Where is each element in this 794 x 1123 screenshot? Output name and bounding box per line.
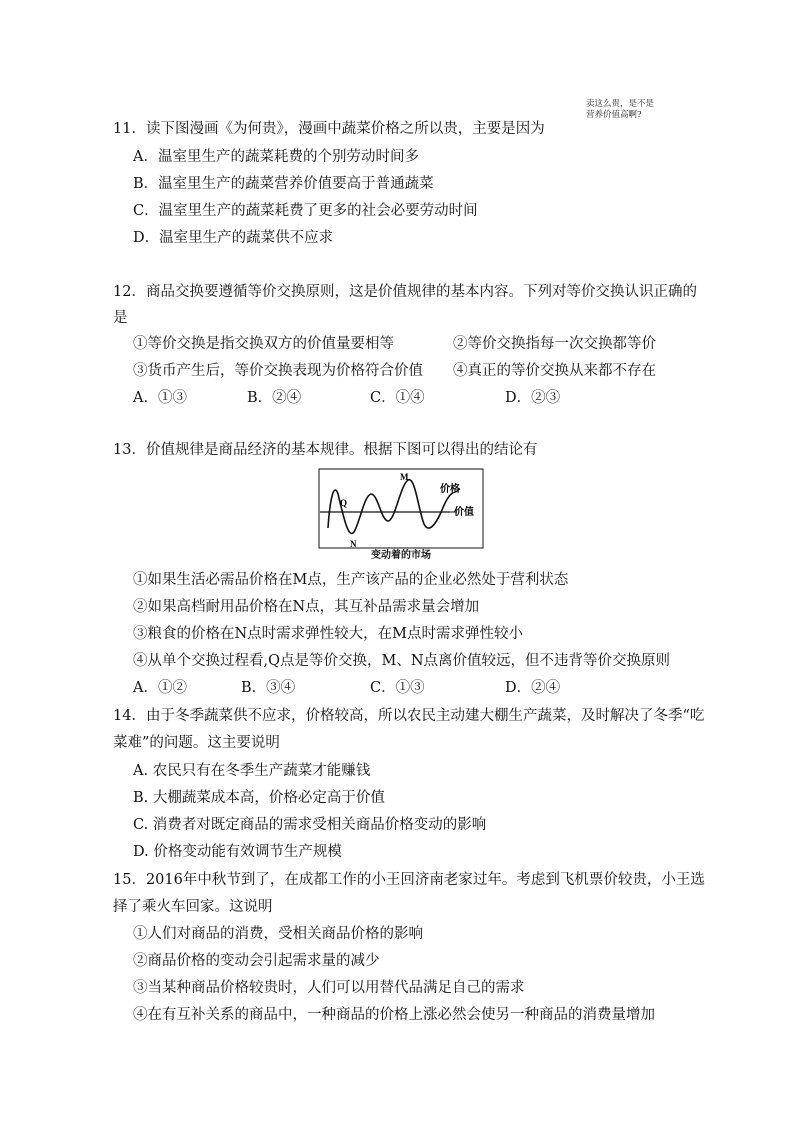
q14-stem-line-2: 菜难”的问题。这主要说明 — [113, 735, 280, 751]
q13-choice-d: D．②④ — [505, 680, 561, 696]
cartoon-caption-line-1: 卖这么贵，是不是 — [586, 99, 655, 109]
q14-option-c: C. 消费者对既定商品的需求受相关商品价格变动的影响 — [133, 817, 487, 833]
point-n-label: N — [350, 539, 357, 549]
cartoon-caption — [586, 99, 696, 121]
price-label: 价格 — [440, 484, 460, 495]
q15-stem-line-1: 15．2016年中秋节到了，在成都工作的小王回济南老家过年。考虑到飞机票价较贵，小王选 — [113, 872, 705, 888]
q14-option-a: A. 农民只有在冬季生产蔬菜才能赚钱 — [133, 763, 371, 779]
q12-stem-line-1: 12．商品交换要遵循等价交换原则，这是价值规律的基本内容。下列对等价交换认识正确的 — [113, 284, 697, 300]
q12-choice-b: B．②④ — [247, 390, 302, 406]
market-price-figure — [318, 468, 484, 564]
q12-choice-d: D．②③ — [505, 390, 561, 406]
q11-option-d: D．温室里生产的蔬菜供不应求 — [133, 230, 334, 246]
q15-statement-4: ④在有互补关系的商品中，一种商品的价格上涨必然会使另一种商品的消费量增加 — [133, 1007, 655, 1023]
q11-stem: 11．读下图漫画《为何贵》，漫画中蔬菜价格之所以贵，主要是因为 — [113, 121, 545, 137]
q12-stem-line-2: 是 — [113, 310, 128, 326]
q12-statement-1: ①等价交换是指交换双方的价值量要相等 — [133, 336, 394, 352]
q14-stem-line-1: 14．由于冬季蔬菜供不应求，价格较高，所以农民主动建大棚生产蔬菜，及时解决了冬季“吃 — [113, 708, 705, 724]
q13-choice-b: B．③④ — [241, 680, 296, 696]
q13-stem: 13．价值规律是商品经济的基本规律。根据下图可以得出的结论有 — [113, 442, 538, 458]
q11-option-b: B．温室里生产的蔬菜营养价值要高于普通蔬菜 — [133, 176, 434, 192]
cartoon-caption-line-2: 营养价值高啊? — [586, 110, 642, 120]
q13-choice-a: A．①② — [133, 680, 187, 696]
q13-statement-1: ①如果生活必需品价格在M点，生产该产品的企业必然处于营利状态 — [133, 572, 569, 588]
price-value-diagram — [318, 468, 484, 550]
point-q-label: Q — [340, 498, 348, 508]
q13-statement-2: ②如果高档耐用品价格在N点，其互补品需求量会增加 — [133, 599, 480, 615]
figure-caption: 变动着的市场 — [371, 550, 431, 561]
q12-choice-a: A．①③ — [133, 390, 187, 406]
q15-statement-1: ①人们对商品的消费，受相关商品价格的影响 — [133, 926, 423, 942]
q15-statement-2: ②商品价格的变动会引起需求量的减少 — [133, 953, 380, 969]
q11-option-c: C．温室里生产的蔬菜耗费了更多的社会必要劳动时间 — [133, 203, 478, 219]
q12-statement-4: ④真正的等价交换从来都不存在 — [453, 363, 656, 379]
q12-statement-3: ③货币产生后，等价交换表现为价格符合价值 — [133, 363, 423, 379]
q14-option-b: B. 大棚蔬菜成本高，价格必定高于价值 — [133, 790, 385, 806]
q15-stem-line-2: 择了乘火车回家。这说明 — [113, 899, 273, 915]
q13-statement-3: ③粮食的价格在N点时需求弹性较大，在M点时需求弹性较小 — [133, 626, 524, 642]
q11-option-a: A．温室里生产的蔬菜耗费的个别劳动时间多 — [133, 149, 419, 165]
q12-statement-2: ②等价交换指每一次交换都等价 — [453, 336, 656, 352]
q14-option-d: D. 价格变动能有效调节生产规模 — [133, 844, 342, 860]
value-label: 价值 — [454, 507, 474, 518]
q13-choice-c: C．①③ — [370, 680, 425, 696]
q13-statement-4: ④从单个交换过程看,Q点是等价交换，M、N点离价值较远，但不违背等价交换原则 — [133, 653, 671, 669]
point-m-label: M — [400, 472, 409, 482]
q15-statement-3: ③当某种商品价格较贵时，人们可以用替代品满足自己的需求 — [133, 980, 525, 996]
q12-choice-c: C．①④ — [370, 390, 425, 406]
